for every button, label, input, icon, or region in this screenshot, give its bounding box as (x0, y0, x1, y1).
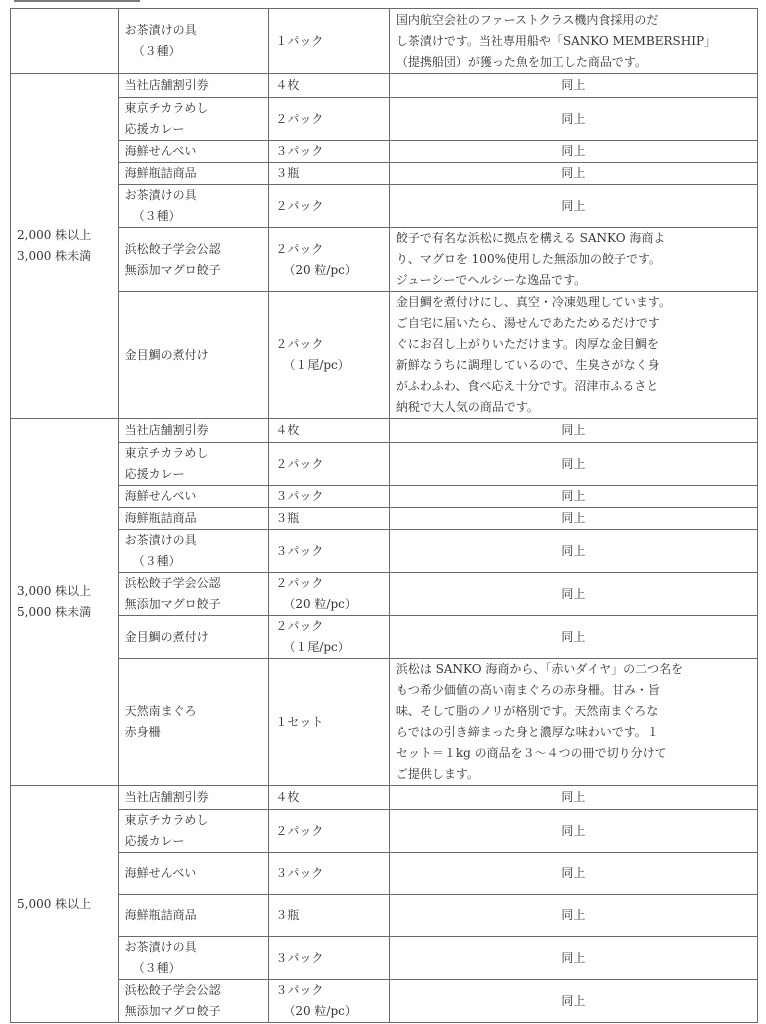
table-row (11, 185, 758, 228)
same-as-above-label: 同上 (561, 790, 586, 804)
quantity-cell (269, 616, 390, 659)
cell-text-line: ２パック (275, 111, 324, 126)
same-as-above-cell (389, 937, 757, 980)
same-as-above-cell (389, 163, 757, 185)
quantity-cell (269, 9, 390, 74)
quantity-cell (269, 980, 390, 1023)
quantity-cell (269, 443, 390, 486)
same-as-above-cell (389, 141, 757, 163)
cell-text-line: ３パック (275, 144, 324, 158)
cell-text-line: 当社店舗割引券 (124, 423, 209, 437)
cell-text-line: （３種） (132, 961, 181, 975)
description-cell (389, 9, 757, 74)
cell-text-line: 無添加マグロ餃子 (124, 1004, 221, 1018)
same-as-above-cell (389, 486, 757, 508)
cell-text-line: 天然南まぐろ (124, 704, 197, 718)
table-row (11, 810, 758, 853)
table-row (11, 228, 758, 292)
benefit-item-cell (118, 853, 269, 895)
quantity-cell (269, 228, 390, 292)
same-as-above-label: 同上 (561, 629, 586, 644)
cell-text-line: 海鮮瓶詰商品 (124, 908, 197, 922)
same-as-above-cell (389, 573, 757, 616)
cell-text-line: ２パック (275, 619, 324, 633)
cell-text-line: 応援カレー (124, 467, 185, 481)
same-as-above-label: 同上 (561, 908, 586, 922)
cell-text-line: ３瓶 (275, 511, 300, 525)
benefit-item-cell (118, 486, 269, 508)
cell-text-line: 海鮮せんべい (124, 489, 197, 503)
cell-text-line: お茶漬けの具 (124, 188, 197, 202)
cell-text-line: ４枚 (275, 78, 300, 92)
quantity-cell (269, 530, 390, 573)
quantity-cell (269, 508, 390, 530)
quantity-cell (269, 659, 390, 786)
cell-text-line: り、マグロを 100%使用した無添加の餃子です。 (395, 252, 662, 266)
same-as-above-label: 同上 (561, 866, 586, 880)
table-row (11, 486, 758, 508)
cell-text-line: ２パック (275, 337, 324, 351)
same-as-above-label: 同上 (561, 823, 586, 838)
benefit-item-cell (118, 616, 269, 659)
cell-text-line: （20 粒/pc） (283, 597, 357, 611)
cell-text-line: セット＝１kg の商品を３～４つの冊で切り分けて (395, 746, 667, 760)
quantity-cell (269, 163, 390, 185)
quantity-cell (269, 486, 390, 508)
table-row (11, 853, 758, 895)
cell-text-line: 5,000 株未満 (17, 605, 92, 619)
cell-text-line: ご自宅に届いたら、湯せんであたためるだけです (395, 316, 660, 330)
same-as-above-label: 同上 (561, 993, 586, 1008)
cell-text-line: （３種） (132, 209, 181, 223)
cell-text-line: 海鮮せんべい (124, 144, 197, 158)
cell-text-line: ４枚 (275, 423, 300, 437)
cell-text-line: がふわふわ、食べ応え十分です。沼津市ふるさと (395, 379, 659, 393)
cell-text-line: 5,000 株以上 (17, 896, 92, 911)
cell-text-line: 海鮮瓶詰商品 (124, 511, 197, 525)
cell-text-line: 東京チカラめし (124, 446, 209, 460)
cell-text-line: （３種） (132, 44, 181, 58)
cell-text-line: ３パック (275, 983, 324, 997)
cell-text-line: 東京チカラめし (124, 101, 209, 115)
cell-text-line: ご提供します。 (395, 767, 479, 781)
table-row (11, 573, 758, 616)
same-as-above-label: 同上 (561, 489, 586, 503)
shareholder-benefits-table (10, 8, 758, 1023)
quantity-cell (269, 786, 390, 810)
cell-text-line: ２パック (275, 576, 324, 590)
benefit-item-cell (118, 443, 269, 486)
cell-text-line: し茶漬けです。当社専用船や「SANKO MEMBERSHIP」 (395, 33, 717, 48)
cell-text-line: ２パック (275, 456, 324, 471)
same-as-above-label: 同上 (561, 78, 586, 92)
table-row (11, 980, 758, 1023)
cell-text-line: ３パック (275, 543, 324, 558)
benefit-item-cell (118, 292, 269, 419)
cell-text-line: 国内航空会社のファーストクラス機内食採用のだ (395, 12, 659, 27)
share-range-cell (11, 419, 119, 786)
cell-text-line: 応援カレー (124, 122, 185, 136)
table-row (11, 786, 758, 810)
cell-text-line: 無添加マグロ餃子 (124, 262, 221, 277)
table-row (11, 141, 758, 163)
cell-text-line: 納税で大人気の商品です。 (395, 400, 539, 414)
cell-text-line: （提携船団）が獲った魚を加工した商品です。 (395, 54, 647, 69)
same-as-above-cell (389, 853, 757, 895)
table-row (11, 443, 758, 486)
same-as-above-cell (389, 895, 757, 937)
table-row-continued (11, 9, 758, 74)
table-row (11, 895, 758, 937)
same-as-above-label: 同上 (561, 144, 586, 158)
benefit-item-cell (118, 980, 269, 1023)
quantity-cell (269, 853, 390, 895)
table-row (11, 98, 758, 141)
quantity-cell (269, 895, 390, 937)
benefit-item-cell (118, 98, 269, 141)
same-as-above-cell (389, 530, 757, 573)
benefit-item-cell (118, 810, 269, 853)
cell-text-line: ３パック (275, 489, 324, 503)
quantity-cell (269, 98, 390, 141)
table-row (11, 74, 758, 98)
cell-text-line: １セット (275, 714, 324, 729)
same-as-above-cell (389, 508, 757, 530)
table-row (11, 616, 758, 659)
cell-text-line: ３瓶 (275, 166, 300, 180)
benefit-item-cell (118, 895, 269, 937)
benefit-item-cell (118, 185, 269, 228)
cell-text-line: 赤身柵 (124, 725, 161, 739)
quantity-cell (269, 573, 390, 616)
cell-text-line: 2,000 株以上 (17, 228, 92, 242)
same-as-above-label: 同上 (561, 456, 586, 471)
cell-text-line: 当社店舗割引券 (124, 78, 209, 92)
cell-text-line: お茶漬けの具 (124, 533, 197, 547)
description-cell (389, 228, 757, 292)
cell-text-line: 浜松餃子学会公認 (124, 241, 221, 256)
quantity-cell (269, 292, 390, 419)
benefit-item-cell (118, 74, 269, 98)
cell-text-line: 金目鯛の煮付け (124, 347, 209, 362)
quantity-cell (269, 185, 390, 228)
same-as-above-cell (389, 98, 757, 141)
benefit-item-cell (118, 163, 269, 185)
quantity-cell (269, 74, 390, 98)
cell-text-line: ぐにお召し上がりいただけます。肉厚な金目鯛を (395, 337, 659, 351)
cell-text-line: 無添加マグロ餃子 (124, 597, 221, 611)
cell-text-line: ２パック (275, 198, 324, 213)
cell-text-line: 金目鯛を煮付けにし、真空・冷凍処理しています。 (395, 295, 671, 309)
cell-text-line: 餃子で有名な浜松に拠点を構える SANKO 海商よ (395, 231, 666, 245)
cell-text-line: 金目鯛の煮付け (124, 629, 209, 644)
cell-text-line: 海鮮瓶詰商品 (124, 166, 197, 180)
benefit-item-cell (118, 659, 269, 786)
same-as-above-cell (389, 74, 757, 98)
benefit-item-cell (118, 530, 269, 573)
cell-text-line: ２パック (275, 241, 324, 256)
same-as-above-label: 同上 (561, 586, 586, 601)
cell-text-line: 浜松餃子学会公認 (124, 576, 221, 590)
same-as-above-cell (389, 443, 757, 486)
same-as-above-label: 同上 (561, 111, 586, 126)
same-as-above-cell (389, 185, 757, 228)
cell-text-line: ４枚 (275, 790, 300, 804)
same-as-above-cell (389, 616, 757, 659)
benefit-item-cell (118, 508, 269, 530)
table-row (11, 292, 758, 419)
cell-text-line: 当社店舗割引券 (124, 790, 209, 804)
table-row (11, 163, 758, 185)
share-range-cell (11, 786, 119, 1023)
table-row (11, 508, 758, 530)
quantity-cell (269, 419, 390, 443)
description-cell (389, 659, 757, 786)
benefit-item-cell (118, 141, 269, 163)
cell-text-line: 東京チカラめし (124, 813, 209, 827)
cell-text-line: らではの引き締まった身と濃厚な味わいです。１ (395, 725, 659, 739)
quantity-cell (269, 810, 390, 853)
cell-text-line: ３パック (275, 866, 324, 880)
cell-text-line: （３種） (132, 554, 181, 568)
benefit-item-cell (118, 228, 269, 292)
cell-text-line: 3,000 株未満 (17, 249, 92, 263)
cell-text-line: ジューシーでヘルシーな逸品です。 (395, 273, 587, 287)
benefits-table-body (11, 9, 758, 1023)
cell-text-line: 新鮮なうちに調理しているので、生臭さがなく身 (395, 358, 660, 372)
cell-text-line: １パック (275, 33, 324, 48)
table-row (11, 419, 758, 443)
benefit-item-cell (118, 786, 269, 810)
same-as-above-label: 同上 (561, 198, 586, 213)
quantity-cell (269, 937, 390, 980)
cell-text-line: 3,000 株以上 (17, 584, 92, 598)
same-as-above-label: 同上 (561, 423, 586, 437)
share-range-cell (11, 74, 119, 419)
benefit-item-cell (118, 573, 269, 616)
benefit-item-cell (118, 937, 269, 980)
cell-text-line: ２パック (275, 823, 324, 838)
cell-text-line: 浜松餃子学会公認 (124, 983, 221, 997)
same-as-above-cell (389, 810, 757, 853)
table-row (11, 530, 758, 573)
cell-text-line: （１尾/pc） (283, 640, 350, 654)
same-as-above-cell (389, 980, 757, 1023)
share-range-cell-continued (11, 9, 119, 74)
same-as-above-label: 同上 (561, 950, 586, 965)
same-as-above-cell (389, 786, 757, 810)
cell-text-line: 応援カレー (124, 834, 185, 848)
same-as-above-cell (389, 419, 757, 443)
cell-text-line: （20 粒/pc） (283, 262, 357, 277)
cell-text-line: 海鮮せんべい (124, 866, 197, 880)
cell-text-line: お茶漬けの具 (124, 940, 197, 954)
cell-text-line: お茶漬けの具 (124, 23, 197, 37)
description-cell (389, 292, 757, 419)
previous-page-table-edge (14, 0, 140, 2)
cell-text-line: ３瓶 (275, 908, 300, 922)
same-as-above-label: 同上 (561, 166, 586, 180)
same-as-above-label: 同上 (561, 511, 586, 525)
table-row (11, 937, 758, 980)
quantity-cell (269, 141, 390, 163)
cell-text-line: 味、そして脂のノリが格別です。天然南まぐろな (395, 704, 659, 718)
cell-text-line: （20 粒/pc） (283, 1004, 357, 1018)
table-row (11, 659, 758, 786)
same-as-above-label: 同上 (561, 543, 586, 558)
benefit-item-cell (118, 419, 269, 443)
benefit-item-cell (118, 9, 269, 74)
cell-text-line: （１尾/pc） (283, 358, 350, 372)
cell-text-line: 浜松は SANKO 海商から、「赤いダイヤ」の二つ名を (395, 662, 684, 676)
cell-text-line: ３パック (275, 950, 324, 965)
cell-text-line: もつ希少価値の高い南まぐろの赤身柵。甘み・旨 (395, 683, 660, 697)
